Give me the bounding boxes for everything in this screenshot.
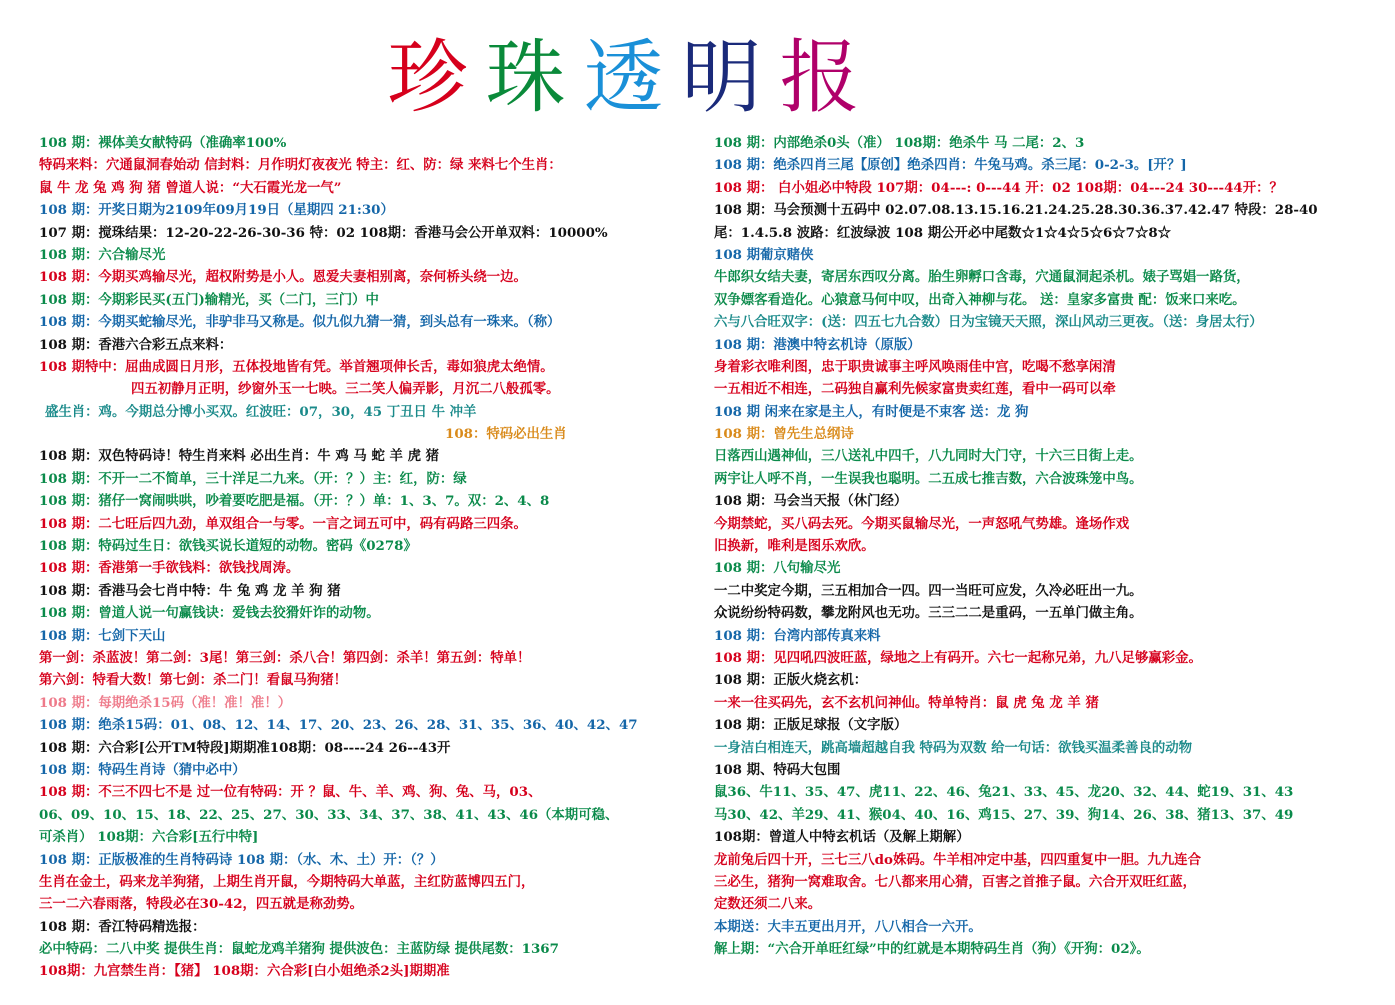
- right-line: 一五相近不相连，二码独自赢利先候家富贵卖红莲，看中一码可以牵: [714, 381, 1116, 398]
- left-line: 108 期：香港第一手欲钱料：欲钱找周涛。: [39, 560, 300, 577]
- right-line: 身着彩衣唯利图，忠于职贵诚事主呼风唤雨佳中宫，吃喝不愁享闲清: [714, 358, 1116, 375]
- left-line: 鼠 牛 龙 兔 鸡 狗 猪 曾道人说：“大石霞光龙一气”: [39, 179, 342, 196]
- right-line: 108 期：正版足球报（文字版）: [714, 717, 908, 734]
- left-line: 108 期：今期彩民买(五门)输精光，买（二门，三门）中: [39, 291, 379, 308]
- page-title: [0, 28, 1265, 128]
- left-line: 108 期：不三不四七不是 过一位有特码：开 ？鼠、牛、羊、鸡、狗、兔、马，03、: [39, 784, 542, 801]
- right-line: 牛郎织女结夫妻，寄居东西叹分离。胎生卵孵口含毒，穴通鼠洞起杀机。婊子骂娼一路货，: [714, 269, 1250, 286]
- right-line: 108 期：马会当天报（休门经）: [714, 493, 908, 510]
- left-line: 108 期：香港马会七肖中特：牛 兔 鸡 龙 羊 狗 猪: [39, 582, 341, 599]
- left-line: 108 期：七剑下天山: [39, 627, 166, 644]
- right-line: 108 期：马会预测十五码中 02.07.08.13.15.16.21.24.25.28.30.36.37.42.47 特段：28-40: [714, 202, 1318, 219]
- left-line: 108 期：裸体美女献特码（准确率100%: [39, 135, 287, 151]
- left-line: 108 期：开奖日期为2109年09月19日（星期四 21:30）: [39, 202, 394, 219]
- right-line: 众说纷纷特码数，攀龙附风也无功。三三二二是重码，一五单门做主角。: [714, 605, 1143, 622]
- right-line: 108 期：见四吼四波旺蓝，绿地之上有码开。六七一起称兄弟，九八足够赢彩金。: [714, 649, 1202, 666]
- left-line: 108 期特中：屈曲成圆日月形，五体投地皆有凭。举首翘项伸长舌，毒如狼虎太绝情。: [39, 358, 554, 375]
- right-line: 本期送：大丰五更出月开，八八相合一六开。: [714, 918, 982, 935]
- right-line: 108 期：八句输尽光: [714, 560, 841, 577]
- right-line: 一身洁白相连天，跳高墙超越自我 特码为双数 给一句话：欲钱买温柔善良的动物: [714, 739, 1192, 756]
- right-line: 解上期：“六合开单旺红绿”中的红就是本期特码生肖（狗）《开狗：02》。: [714, 941, 1150, 958]
- left-line: 108 期：特码生肖诗（猜中必中）: [39, 761, 246, 778]
- left-line: 108 期：六合彩[公开TM特段]期期准108期：08----24 26--43开: [39, 739, 451, 756]
- right-line: 108 期：正版火烧玄机：: [714, 672, 868, 689]
- left-line: 108 期：猪仔一窝闹哄哄，吵着要吃肥是福。（开：？）单：1、3、7。双：2、4、8: [39, 493, 550, 510]
- left-line: 108 期：今期买鸡输尽光，超权附势是小人。恩爱夫妻相别离，奈何桥头绕一边。: [39, 269, 527, 286]
- left-line: 四五初静月正明，纱窗外玉一七映。三二笑人偏弄影，月沉二八般孤零。: [131, 381, 560, 398]
- right-line: 鼠36、牛11、35、47、虎11、22、46、兔21、33、45、龙20、32、44、蛇19、31、43: [714, 784, 1294, 801]
- left-line: 06、09、10、15、18、22、25、27、30、33、34、37、38、41、43、46（本期可稳、: [39, 806, 619, 823]
- right-line: 108 期葡京赌侠: [714, 246, 814, 263]
- left-line: 第六剑：特看大数！第七剑：杀二门！看鼠马狗猪！: [39, 672, 347, 689]
- right-line: 两宇让人呼不肖，一生误我也聪明。二五成七推吉数，六合波珠笼中鸟。: [714, 470, 1143, 487]
- left-line: 108 期：香江特码精选报：: [39, 918, 206, 935]
- right-line: 定数还须二八来。: [714, 896, 822, 913]
- left-line: 108 期：今期买蛇输尽光，非驴非马又称是。似九似九猜一猜，到头总有一珠来。（称）: [39, 314, 561, 331]
- right-line: 108 期：绝杀四肖三尾【原创】绝杀四肖：牛兔马鸡。杀三尾：0-2-3。[开？]: [714, 157, 1187, 174]
- right-line: 龙前兔后四十开，三七三八do姝码。牛羊相冲定中基，四四重复中一胆。九九连合: [714, 851, 1201, 868]
- right-line: 一来一往买码先，玄不玄机问神仙。特单特肖：鼠 虎 兔 龙 羊 猪: [714, 694, 1099, 711]
- title-char: 明: [681, 31, 780, 124]
- right-line: 108 期、特码大包围: [714, 761, 841, 778]
- left-line: 可杀肖） 108期：六合彩[五行中特]: [39, 829, 259, 846]
- right-line: 马30、42、羊29、41、猴04、40、16、鸡15、27、39、狗14、26、38、猪13、37、49: [714, 806, 1294, 823]
- left-line: 108 期：曾道人说一句赢钱诀：爱钱去狡猾奸诈的动物。: [39, 605, 380, 622]
- right-line: 一二中奖定今期，三五相加合一四。四一当旺可应发，久冷必旺出一九。: [714, 582, 1143, 599]
- left-line: 108期：九宫禁生肖：【猪】 108期：六合彩[白小姐绝杀2头]期期准: [39, 963, 450, 980]
- right-line: 108 期：台湾内部传真来料: [714, 627, 881, 644]
- right-line: 108 期：曾先生总纲诗: [714, 426, 854, 443]
- left-line: 108 期：双色特码诗！特生肖来料 必出生肖：牛 鸡 马 蛇 羊 虎 猪: [39, 448, 440, 465]
- title-char: 珠: [485, 31, 584, 124]
- title-char: 透: [583, 31, 682, 124]
- right-line: 108 期：内部绝杀0头（准） 108期：绝杀牛 马 二尾：2、3: [714, 135, 1085, 151]
- left-line: 108 期：正版极准的生肖特码诗 108 期：（水、木、土）开：（？）: [39, 851, 444, 868]
- right-line: 双争嫖客看造化。心猿意马何中叹，出奇入神柳与花。 送：皇家多富贵 配：饭来口来吃。: [714, 291, 1246, 308]
- right-line: 今期禁蛇，买八码去死。今期买鼠输尽光，一声怒吼气势雄。逢场作戏: [714, 515, 1130, 532]
- left-line: 108 期：六合输尽光: [39, 246, 166, 263]
- right-column: [714, 132, 1384, 960]
- right-line: 日落西山遇神仙，三八送礼中四千，八九同时大门守，十六三日街上走。: [714, 448, 1143, 465]
- left-column: [39, 132, 679, 983]
- left-line: 生肖在金土，码来龙羊狗猪，上期生肖开鼠，今期特码大单蓝，主红防蓝博四五门，: [39, 873, 535, 890]
- left-line: 108 期：香港六合彩五点来料：: [39, 336, 233, 353]
- left-line: 108 期：绝杀15码：01、08、12、14、17、20、23、26、28、31、35、36、40、42、47: [39, 717, 638, 734]
- right-line: 108期：曾道人中特玄机话（及解上期解）: [714, 829, 970, 846]
- left-line: 108 期：二七旺后四九劲，单双组合一与零。一言之词五可中，码有码路三四条。: [39, 515, 527, 532]
- left-line: 特码来料：穴通鼠洞春始动 信封料：月作明灯夜夜光 特主：红、防：绿 来料七个生肖：: [39, 157, 562, 174]
- right-line: 尾：1.4.5.8 波路：红波绿波 108 期公开必中尾数☆1☆4☆5☆6☆7☆8☆: [714, 224, 1172, 241]
- left-line: 三一二六春雨落，特段必在30-42，四五就是称劲势。: [39, 896, 364, 913]
- left-line: 盛生肖：鸡。今期总分博小买双。红波旺：07，30，45 丁丑日 牛 冲羊: [45, 403, 477, 420]
- left-line: 108 期：特码过生日：欲钱买说长道短的动物。密码《0278》: [39, 538, 417, 555]
- left-line: 第一剑：杀蓝波！第二剑：3尾！第三剑：杀八合！第四剑：杀羊！第五剑：特单！: [39, 649, 531, 666]
- left-line: 必中特码：二八中奖 提供生肖：鼠蛇龙鸡羊猪狗 提供波色：主蓝防绿 提供尾数：1367: [39, 941, 559, 958]
- left-line: 108 期：每期绝杀15码（准！准！准！）: [39, 694, 292, 711]
- right-line: 108 期：港澳中特玄机诗（原版）: [714, 336, 921, 353]
- right-line: 三必生，猪狗一窝难取舍。七八都来用心猜，百害之首推子鼠。六合开双旺红蓝，: [714, 873, 1197, 890]
- left-line: 107 期：搅珠结果：12-20-22-26-30-36 特：02 108期：香港马会公开单双料：10000%: [39, 224, 608, 241]
- right-line: 旧换新，唯利是图乐欢欣。: [714, 538, 875, 555]
- title-char: 珍: [387, 31, 486, 124]
- title-char: 报: [779, 31, 878, 124]
- left-line: 108 期：不开一二不简单，三十洋足二九来。（开：？）主：红，防：绿: [39, 470, 467, 487]
- right-line: 六与八合旺双字：(送：四五七九合数）日为宝镜天天照，深山风动三更夜。（送：身居太行）: [714, 314, 1263, 331]
- right-line: 108 期 闲来在家是主人，有时便是不束客 送：龙 狗: [714, 403, 1029, 420]
- right-line: 108 期： 白小姐必中特段 107期：04---: 0---44 开：02 108期：04---24 30---44开：？: [714, 179, 1283, 196]
- left-line: 108：特码必出生肖: [445, 426, 567, 443]
